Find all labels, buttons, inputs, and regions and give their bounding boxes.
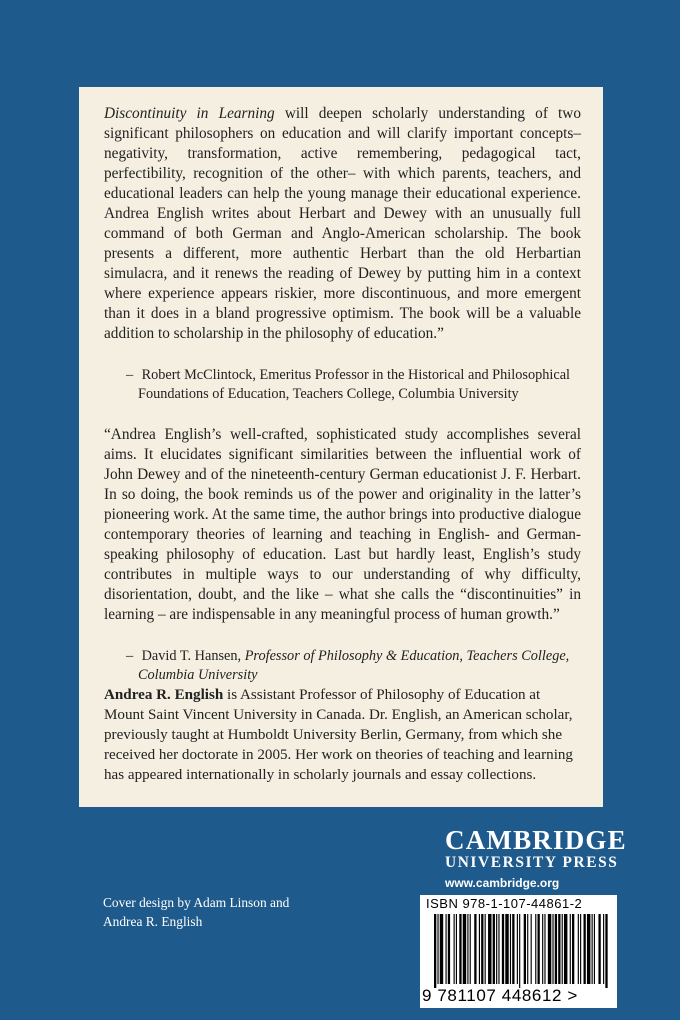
barcode-bar [552,914,553,984]
barcode-bar [454,914,455,984]
barcode-bar [456,914,457,984]
endorsement-quote-mcclintock [104,104,581,344]
barcode-bar [470,914,471,984]
quote-body: will deepen scholarly understanding of two significant philosophers on education and will clarify important concepts– negativity, transformation, active remembering, pedagogical tact, perfectibility, recognition of the other– with which parents, teachers, and educational leaders can help the young manage their educational experience. Andrea English writes about Herbart and Dewey with an unusually full command of both German and Anglo-American scholarship. The book presents a different, more authentic Herbart than the old Herbartian simulacra, and it renews the reading of Dewey by putting him in a context where experience appears riskier, more discontinuous, and more emergent than it does in a bland progressive optimism. The book will be a valuable addition to scholarship in the philosophy of education.” [104,105,581,342]
endorsement-quote-hansen [104,425,581,625]
barcode-bar [527,914,528,984]
barcode-bar [535,914,536,984]
barcode-bar [485,914,486,984]
barcode-bar [479,914,480,984]
barcode-bar [580,914,581,984]
barcode-bar [538,914,540,984]
barcode-bar [562,914,563,984]
barcode-bar [531,914,532,984]
attribution-name: David T. Hansen, [141,648,242,664]
barcode-bar [524,914,526,984]
isbn-barcode [420,895,617,1008]
attribution-hansen [104,647,581,685]
back-cover-text-panel [79,87,603,807]
barcode-bar [584,914,586,984]
barcode-bar [512,914,514,984]
bio-text: is Assistant Professor of Philosophy of Education at Mount Saint Vincent University in Canada. Dr. English, an American scholar, previously taught at Humboldt University Berlin, Germany, from which she received her doctorate in 2005. Her work on theories of teaching and learning has appeared internationally in scholarly journals and essay collections. [104,687,573,783]
barcode-bar [510,914,511,984]
barcode-bar [564,914,567,984]
barcode-bar [578,914,579,984]
barcode-bar [570,914,571,984]
barcode-bar [446,914,447,984]
publisher-subtitle: UNIVERSITY PRESS [445,854,619,871]
barcode-bar [437,914,438,984]
publisher-url[interactable]: www.cambridge.org [445,876,560,890]
attribution-dash: – [126,648,134,664]
barcode-bar [517,914,518,984]
barcode-bar [572,914,574,984]
attribution-mcclintock [104,366,581,404]
barcode-bar [598,914,600,984]
barcode-bar [605,914,607,988]
barcode-bar [498,914,499,984]
credit-line-1: Cover design by Adam Linson and [103,895,290,910]
barcode-bar [493,914,495,984]
barcode-bar [467,914,468,984]
credit-line-2: Andrea R. English [103,914,203,929]
author-bio [104,685,581,785]
barcode-bar [555,914,557,984]
barcode-bar [558,914,560,984]
barcode-bar [463,914,466,984]
isbn-label: ISBN 978-1-107-44861-2 [426,896,583,911]
author-name: Andrea R. English [104,687,224,703]
barcode-bar [505,914,508,984]
barcode-bar [587,914,590,984]
barcode-digits: 9 781107 448612 > [422,986,578,1005]
barcode-bar [594,914,595,984]
barcode-bar [434,914,436,988]
attribution-dash: – [126,367,134,383]
barcode-bar [488,914,491,984]
barcode-bar [474,914,476,984]
barcode-bar [448,914,450,984]
barcode-bar [542,914,543,984]
barcode-bar [502,914,504,984]
barcode-bar [592,914,593,984]
publisher-name: CAMBRIDGE [445,825,627,855]
attribution-title: Professor of Philosophy & Education, Teachers College, Columbia University [138,648,570,683]
barcode-bar [459,914,461,984]
barcode-bar [496,914,497,984]
barcode-bar [440,914,443,984]
book-title-italic: Discontinuity in Learning [104,105,275,122]
publisher-logo [445,825,627,892]
barcode-bar [544,914,545,984]
attribution-text: Robert McClintock, Emeritus Professor in the Historical and Philosophical Foundations of Education, Teachers College, Columbia University [138,367,571,402]
barcode-bar [519,914,520,988]
quote-body: “Andrea English’s well-crafted, sophisticated study accomplishes several aims. It elucidates significant similarities between the influential work of John Dewey and of the nineteenth-century German educationist J. F. Herbart. In so doing, the book reminds us of the power and originality in the latter’s pioneering work. At the same time, the author brings into productive dialogue contemporary theories of learning and teaching in English- and German-speaking philosophy of education. Last but hardly least, English’s study contributes in multiple ways to our understanding of why difficulty, disorientation, doubt, and the like – what she calls the “discontinuities” in learning – are indispensable in any meaningful process of human growth.” [104,426,581,623]
cover-design-credit [103,893,343,931]
barcode-bar [481,914,483,984]
barcode-bar [603,914,604,984]
barcode-bar [548,914,551,984]
